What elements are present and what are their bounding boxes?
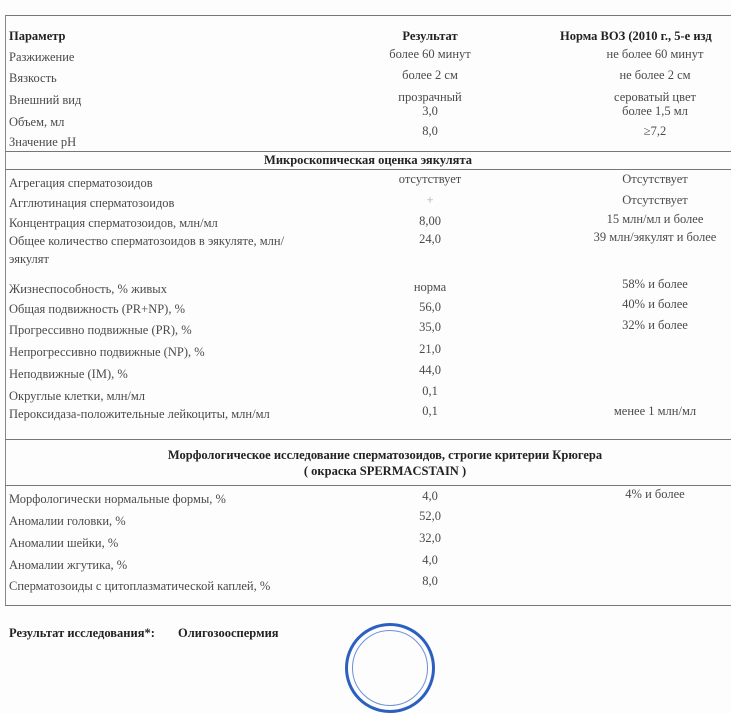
param: Пероксидаза-положительные лейкоциты, млн/мл [9, 407, 270, 421]
section2-title: Микроскопическая оценка эякулята [264, 153, 472, 167]
stamp-seal-inner [352, 630, 428, 706]
result: 8,00 [419, 214, 441, 228]
norm: 39 млн/эякулят и более [593, 230, 717, 244]
param: Агрегация сперматозоидов [9, 176, 153, 190]
param: Объем, мл [9, 115, 65, 129]
norm: менее 1 млн/мл [613, 404, 697, 418]
param: Разжижение [9, 50, 75, 64]
result: более 60 минут [389, 47, 471, 61]
norm: 58% и более [622, 277, 688, 291]
divider [5, 439, 731, 440]
divider [5, 485, 731, 486]
param: Морфологически нормальные формы, % [9, 492, 226, 506]
result: отсутствует [398, 172, 462, 186]
param: Округлые клетки, млн/мл [9, 389, 146, 403]
norm: Отсутствует [622, 193, 688, 207]
norm: не более 60 минут [606, 47, 704, 61]
conclusion-label: Результат исследования*: [9, 626, 155, 640]
norm: 32% и более [622, 318, 688, 332]
result: норма [413, 280, 447, 294]
param: Непрогрессивно подвижные (NP), % [9, 345, 205, 359]
result: 44,0 [419, 363, 441, 377]
table-bottom-border [5, 605, 731, 606]
result: более 2 см [402, 68, 458, 82]
norm: 15 млн/мл и более [606, 212, 704, 226]
result: 24,0 [419, 232, 441, 246]
header-norm: Норма ВОЗ (2010 г., 5-е изд [560, 29, 712, 43]
table-left-border [5, 15, 6, 605]
param: Агглютинация сперматозоидов [9, 196, 175, 210]
result: 52,0 [419, 509, 441, 523]
result: 8,0 [422, 124, 438, 138]
param: Общая подвижность (PR+NP), % [9, 302, 185, 316]
param: Аномалии жгутика, % [9, 558, 128, 572]
norm: 4% и более [625, 487, 685, 501]
header-result: Результат [402, 29, 458, 43]
result: 56,0 [419, 300, 441, 314]
result: прозрачный [398, 90, 462, 104]
result: 3,0 [422, 104, 438, 118]
result: + [426, 193, 434, 207]
param-line2: эякулят [9, 252, 49, 266]
param: Общее количество сперматозоидов в эякуляте, млн/ [9, 234, 285, 248]
norm: не более 2 см [619, 68, 691, 82]
norm: более 1,5 мл [622, 104, 688, 118]
norm: ≥7,2 [643, 124, 667, 138]
param: Аномалии шейки, % [9, 536, 119, 550]
param: Прогрессивно подвижные (PR), % [9, 323, 192, 337]
divider [5, 169, 731, 170]
result: 32,0 [419, 531, 441, 545]
norm: Отсутствует [622, 172, 688, 186]
result: 21,0 [419, 342, 441, 356]
section3-title: Морфологическое исследование сперматозоидов, строгие критерии Крюгера [167, 448, 603, 462]
param: Значение pH [9, 135, 77, 149]
param: Сперматозоиды с цитоплазматической каплей, % [9, 579, 271, 593]
table-top-border [5, 15, 731, 16]
norm: 40% и более [622, 297, 688, 311]
result: 35,0 [419, 320, 441, 334]
norm: сероватый цвет [614, 90, 696, 104]
param: Вязкость [9, 71, 57, 85]
section3-subtitle: ( окраска SPERMACSTAIN ) [303, 464, 467, 478]
result: 8,0 [422, 574, 438, 588]
header-param: Параметр [9, 29, 66, 43]
param: Концентрация сперматозоидов, млн/мл [9, 216, 218, 230]
result: 4,0 [422, 489, 438, 503]
result: 0,1 [422, 404, 438, 418]
param: Аномалии головки, % [9, 514, 126, 528]
conclusion-value: Олигозооспермия [178, 626, 279, 640]
divider [5, 151, 731, 152]
param: Неподвижные (IM), % [9, 367, 128, 381]
param: Жизнеспособность, % живых [9, 282, 167, 296]
result: 4,0 [422, 553, 438, 567]
result: 0,1 [422, 384, 438, 398]
param: Внешний вид [9, 93, 82, 107]
